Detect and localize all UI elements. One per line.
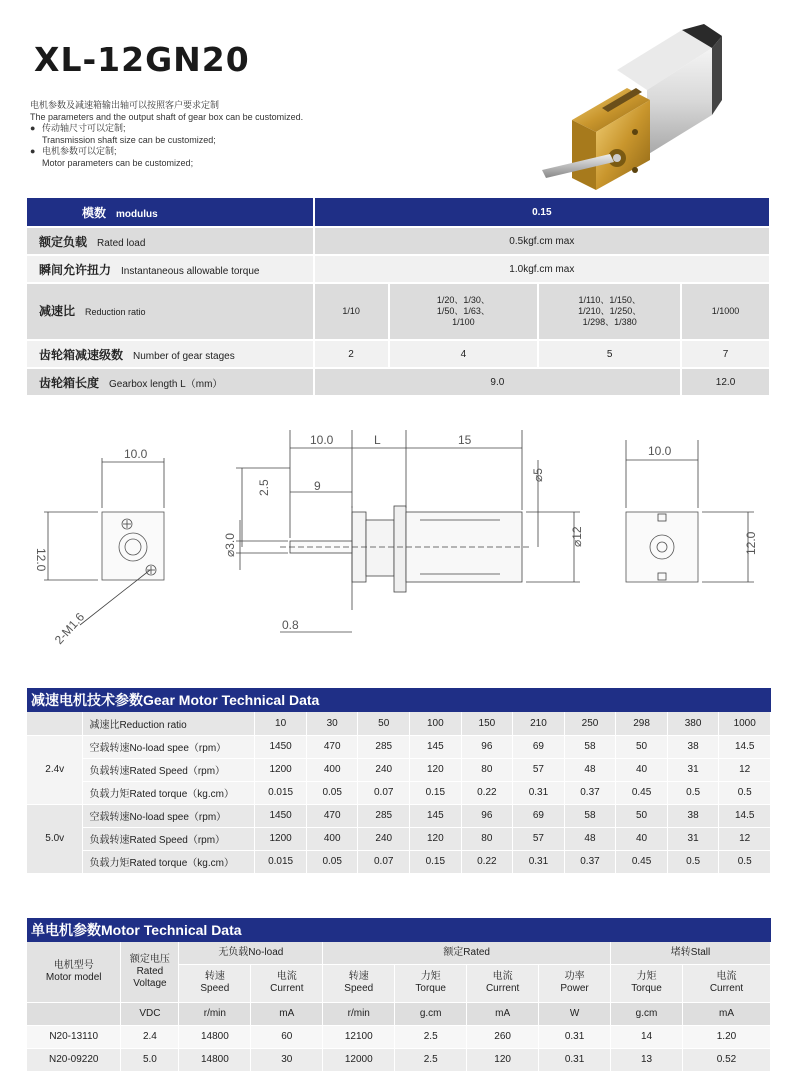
data-cell: 69 [513,735,565,758]
data-cell: 14 [611,1025,683,1048]
data-cell: 80 [461,758,513,781]
data-cell: 285 [358,735,410,758]
rv-en2: Voltage [133,977,167,989]
dim-label: ⌀3.0 [223,533,237,557]
v24-torque-row [27,781,771,804]
data-cell: 145 [410,804,462,827]
dim-label: 2.5 [257,479,271,496]
ratio-cell: 1000 [719,712,771,735]
intro-line-en: The parameters and the output shaft of gear box can be customized. [30,111,304,122]
data-cell: 96 [461,804,513,827]
data-cell: 1.20 [682,1025,770,1048]
data-cell: 14800 [179,1025,251,1048]
data-cell: 40 [616,827,668,850]
data-cell: 285 [358,804,410,827]
gear-ratio-row [27,712,771,735]
dim-label: 9 [314,479,321,493]
data-cell: 470 [306,804,358,827]
data-cell: 240 [358,827,410,850]
data-cell: 0.15 [410,850,462,873]
data-cell: 0.31 [539,1025,611,1048]
data-cell: 0.15 [410,781,462,804]
bullet-1-en: Transmission shaft size can be customized; [42,134,216,145]
v24-noload-row [27,735,771,758]
ratio-cell: 100 [410,712,462,735]
data-cell: 0.31 [539,1048,611,1071]
data-cell: 31 [667,827,719,850]
length-label: 齿轮箱长度 Gearbox length L（mm） [27,368,314,396]
modulus-label: 模数 modulus [27,198,314,227]
h-en: Current [485,983,520,994]
data-cell: 57 [513,827,565,850]
data-cell: 12000 [323,1048,395,1071]
h-en: Torque [415,983,446,994]
spec-row-ratio [27,283,770,340]
bullet-2-cn: 电机参数可以定制; [42,146,117,156]
row-label: 负载力矩Rated torque（kg.cm） [83,850,255,873]
ratio-cell: 210 [513,712,565,735]
row-label: 负载转速Rated Speed（rpm） [83,758,255,781]
h-en: Torque [631,983,662,994]
data-cell: 69 [513,804,565,827]
data-cell: 0.07 [358,850,410,873]
ratio-cell: 10 [255,712,307,735]
bullet-1-cn: 传动轴尺寸可以定制; [42,123,126,133]
voltage-label: 5.0v [27,804,83,873]
unit-cell: VDC [121,1002,179,1025]
data-cell: 5.0 [121,1048,179,1071]
row-label: 负载力矩Rated torque（kg.cm） [83,781,255,804]
h-en: Current [270,983,304,994]
side-view [223,430,584,632]
length-value: 12.0 [681,368,770,396]
data-cell: 0.5 [719,850,771,873]
ratio-cell: 250 [564,712,616,735]
voltage-header [121,942,179,1002]
data-cell: 1200 [255,827,307,850]
dim-label: 12.0 [744,531,758,555]
spec-row-modulus [27,198,770,227]
gear-motor-table [27,712,771,874]
h-en: Speed [344,983,374,994]
data-cell: 0.31 [513,850,565,873]
col-header [539,964,611,1002]
data-cell: 0.05 [306,850,358,873]
data-cell: 0.22 [461,781,513,804]
rv-en1: Rated [136,965,164,977]
model-cn: 电机型号 [53,959,94,971]
data-cell: 0.05 [306,781,358,804]
bullet-2-en: Motor parameters can be customized; [42,157,194,168]
data-cell: 2.4 [121,1025,179,1048]
col-header [611,964,683,1002]
dim-label: 0.8 [282,618,299,632]
unit-cell: mA [467,1002,539,1025]
dimension-drawing [30,420,770,660]
intro-text [30,100,303,169]
stall-header: 堵转Stall [611,942,771,964]
data-cell: 400 [306,827,358,850]
data-cell: 0.22 [461,850,513,873]
data-cell: 12 [719,758,771,781]
data-cell: 60 [251,1025,323,1048]
data-cell: 38 [667,804,719,827]
motor-row [27,1048,771,1071]
stages-value: 7 [681,340,770,368]
col-header [251,964,323,1002]
data-cell: 145 [410,735,462,758]
dim-label: 2-M1.6 [51,609,88,648]
ratio-value: 1/10 [314,283,389,340]
data-cell: 58 [564,735,616,758]
h-cn: 力矩 [420,971,441,982]
data-cell: N20-13110 [27,1025,121,1048]
unit-cell: g.cm [611,1002,683,1025]
unit-cell: W [539,1002,611,1025]
data-cell: 48 [564,758,616,781]
h-cn: 功率 [564,971,585,982]
motor-units-row [27,1002,771,1025]
ratio-cell: 50 [358,712,410,735]
gear-motor-photo [532,20,732,195]
data-cell: 13 [611,1048,683,1071]
ratio-value: 1/20、1/30、 1/50、1/63、 1/100 [389,283,539,340]
data-cell: 14.5 [719,804,771,827]
data-cell: 0.015 [255,781,307,804]
row-label: 空载转速No-load spee（rpm） [83,735,255,758]
model-en: Motor model [45,971,102,983]
data-cell: 12100 [323,1025,395,1048]
data-cell: 58 [564,804,616,827]
motor-table-banner: 单电机参数Motor Technical Data [27,918,771,942]
load-value: 0.5kgf.cm max [314,227,770,255]
data-cell: N20-09220 [27,1048,121,1071]
v24-rated-row [27,758,771,781]
data-cell: 0.31 [513,781,565,804]
unit-cell: mA [251,1002,323,1025]
data-cell: 1450 [255,735,307,758]
stages-value: 5 [538,340,681,368]
bullet-2 [30,146,303,158]
ratio-value: 1/110、1/150、 1/210、1/250、 1/298、1/380 [538,283,681,340]
rated-header: 额定Rated [323,942,611,964]
data-cell: 0.07 [358,781,410,804]
data-cell: 0.45 [616,850,668,873]
motor-row [27,1025,771,1048]
torque-label: 瞬间允许扭力 Instantaneous allowable torque [27,255,314,283]
modulus-value: 0.15 [314,198,770,227]
data-cell: 1450 [255,804,307,827]
data-cell: 120 [410,758,462,781]
dim-label: ⌀12 [570,526,584,547]
spec-table [27,198,771,397]
data-cell: 48 [564,827,616,850]
data-cell: 96 [461,735,513,758]
data-cell: 50 [616,804,668,827]
h-cn: 转速 [348,971,369,982]
h-cn: 电流 [492,971,513,982]
data-cell: 0.5 [667,850,719,873]
data-cell: 470 [306,735,358,758]
data-cell: 120 [410,827,462,850]
bullet-icon: ● [30,123,36,133]
model-header [27,942,121,1002]
data-cell: 40 [616,758,668,781]
data-cell: 30 [251,1048,323,1071]
stages-value: 2 [314,340,389,368]
data-cell: 31 [667,758,719,781]
motor-table [27,942,771,1072]
length-value: 9.0 [314,368,681,396]
v50-rated-row [27,827,771,850]
h-en: Power [560,983,589,994]
gear-table-banner: 减速电机技术参数Gear Motor Technical Data [27,688,771,712]
data-cell: 0.015 [255,850,307,873]
dim-label: ⌀5 [531,468,545,482]
product-title: XL-12GN20 [34,40,250,79]
dim-label: L [374,433,381,447]
rv-cn: 额定电压 [129,953,170,965]
data-cell: 14.5 [719,735,771,758]
bullet-1 [30,123,303,135]
data-cell: 120 [467,1048,539,1071]
data-cell: 50 [616,735,668,758]
stages-label: 齿轮箱减速级数 Number of gear stages [27,340,314,368]
col-header [395,964,467,1002]
spec-row-load [27,227,770,255]
data-cell: 0.37 [564,781,616,804]
col-header [467,964,539,1002]
row-label: 空载转速No-load spee（rpm） [83,804,255,827]
spec-row-torque [27,255,770,283]
ratio-value: 1/1000 [681,283,770,340]
unit-blank [27,1002,121,1025]
data-cell: 0.52 [682,1048,770,1071]
col-header [323,964,395,1002]
data-cell: 80 [461,827,513,850]
noload-header: 无负载No-load [179,942,323,964]
data-cell: 0.37 [564,850,616,873]
dim-label: 12.0 [34,548,48,572]
ratio-label: 减速比 Reduction ratio [27,283,314,340]
unit-cell: mA [682,1002,770,1025]
h-cn: 力矩 [636,971,657,982]
dim-label: 15 [458,433,472,447]
data-cell: 12 [719,827,771,850]
data-cell: 2.5 [395,1025,467,1048]
h-en: Current [709,983,744,994]
h-en: Speed [200,983,230,994]
unit-cell: r/min [179,1002,251,1025]
ratio-cell: 30 [306,712,358,735]
motor-header-1 [27,942,771,964]
intro-line-cn: 电机参数及减速箱输出轴可以按照客户要求定制 [30,100,220,110]
data-cell: 1200 [255,758,307,781]
back-view-right [626,440,758,582]
h-cn: 转速 [204,971,225,982]
stages-value: 4 [389,340,539,368]
voltage-label: 2.4v [27,735,83,804]
data-cell: 0.45 [616,781,668,804]
col-header [179,964,251,1002]
ratio-label: 减速比Reduction ratio [83,712,255,735]
front-view-left [34,447,164,647]
data-cell: 57 [513,758,565,781]
dim-label: 10.0 [648,444,672,458]
unit-cell: g.cm [395,1002,467,1025]
spec-row-length [27,368,770,396]
data-cell: 400 [306,758,358,781]
ratio-cell: 150 [461,712,513,735]
spec-row-stages [27,340,770,368]
h-cn: 电流 [276,971,297,982]
ratio-cell: 380 [667,712,719,735]
data-cell: 2.5 [395,1048,467,1071]
load-label: 额定负载 Rated load [27,227,314,255]
torque-value: 1.0kgf.cm max [314,255,770,283]
col-header [682,964,770,1002]
ratio-cell: 298 [616,712,668,735]
row-label: 负载转速Rated Speed（rpm） [83,827,255,850]
data-cell: 14800 [179,1048,251,1071]
unit-cell: r/min [323,1002,395,1025]
v50-torque-row [27,850,771,873]
data-cell: 0.5 [719,781,771,804]
h-cn: 电流 [716,971,737,982]
data-cell: 38 [667,735,719,758]
data-cell: 260 [467,1025,539,1048]
dim-label: 10.0 [310,433,334,447]
data-cell: 240 [358,758,410,781]
bullet-icon: ● [30,146,36,156]
v50-noload-row [27,804,771,827]
dim-label: 10.0 [124,447,148,461]
data-cell: 0.5 [667,781,719,804]
